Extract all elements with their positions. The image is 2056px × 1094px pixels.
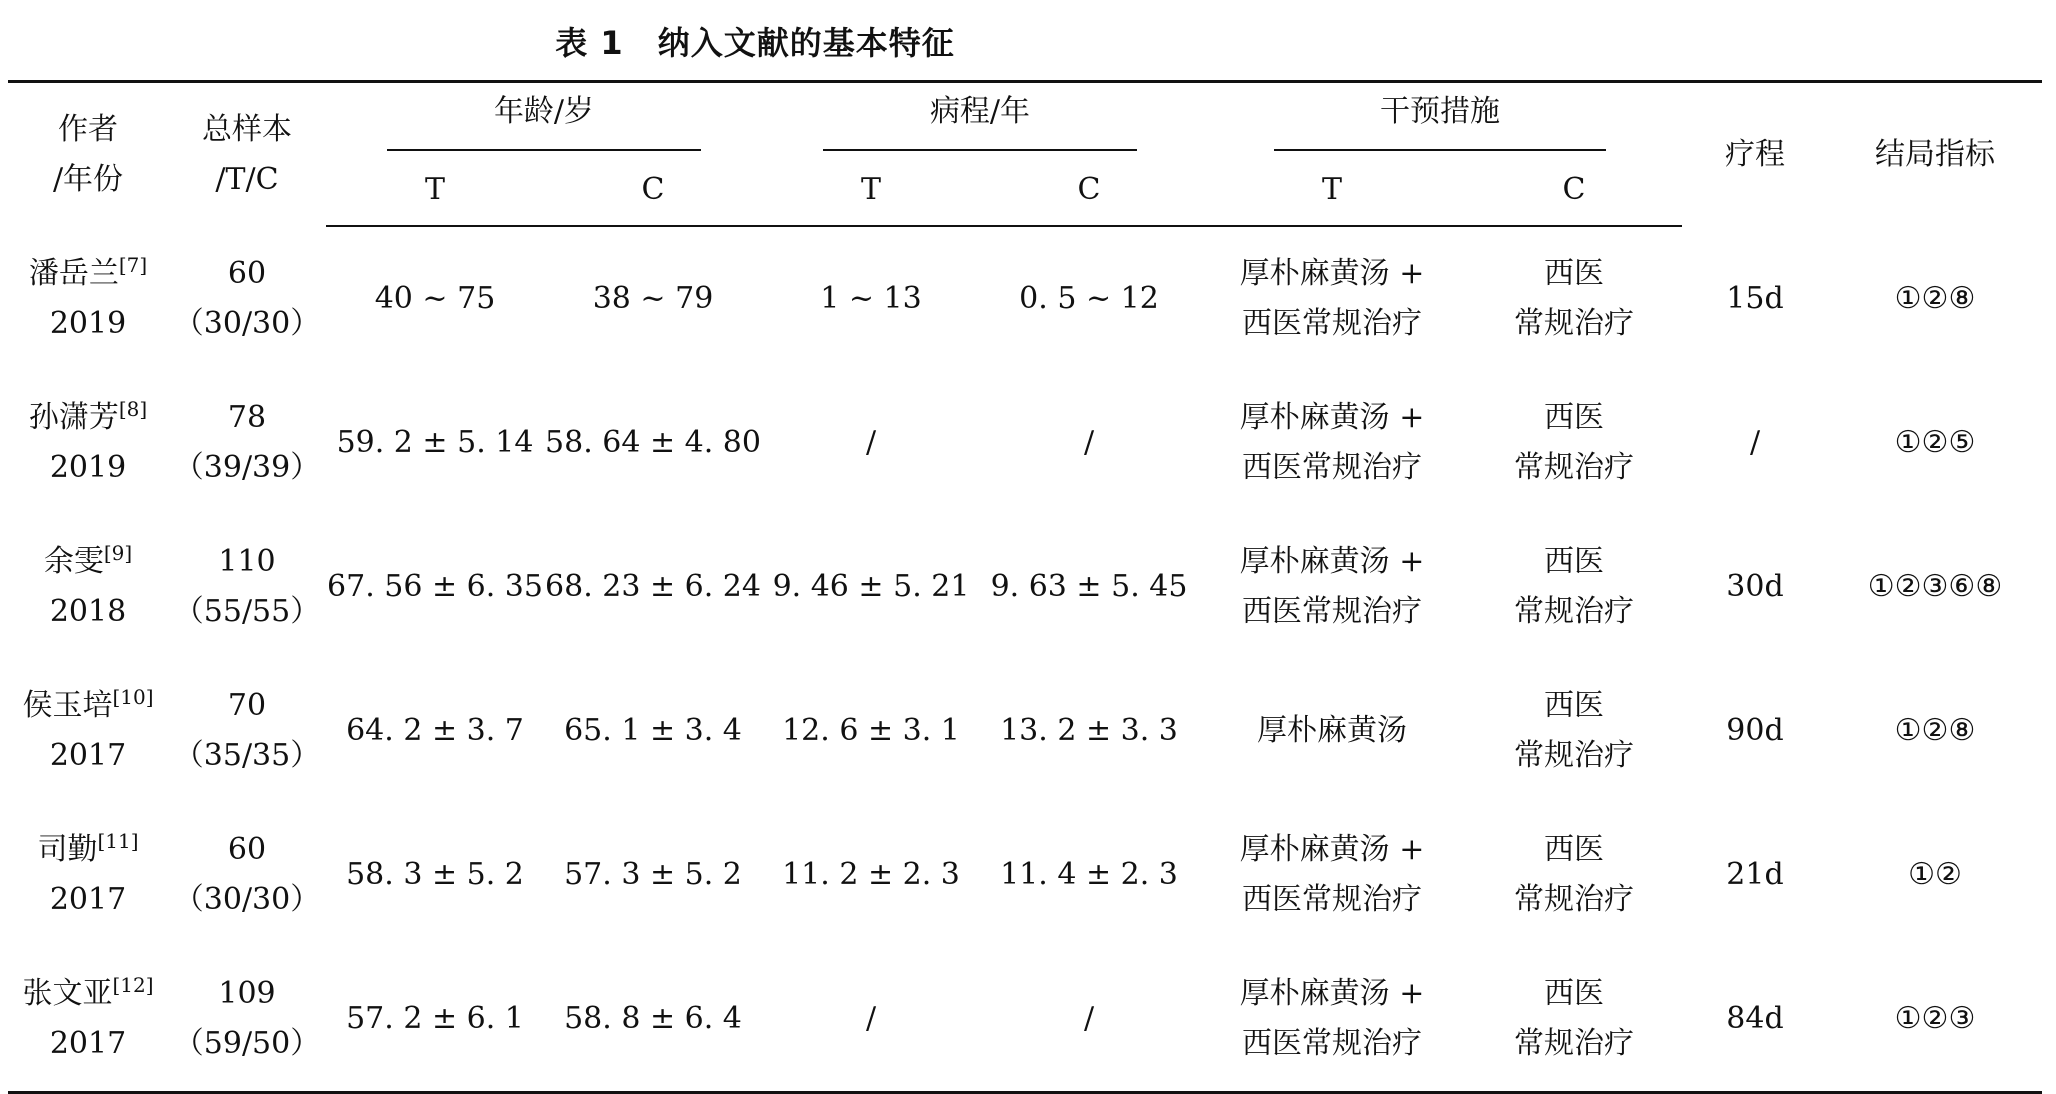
cell-course-t: 12. 6 ± 3. 1 [782,713,960,748]
cell-intervention-c: 西医 常规治疗 [1514,544,1634,629]
cell-outcome: ①② [1908,857,1962,892]
header-outcome: 结局指标 [1828,82,2042,227]
header-author: 作者 /年份 [8,82,168,227]
cell-author: 潘岳兰[7] 2019 [28,252,148,341]
table-row [8,371,2042,515]
table-row [8,226,2042,371]
cell-course-t: / [865,425,877,460]
cell-course-t: / [762,947,980,1093]
cell-age-c: 38 ~ 79 [592,281,714,316]
cell-sample: 60 （30/30） [173,255,321,341]
cell-author: 余雯[9] 2018 [43,541,133,629]
cell-duration: 84d [1682,947,1828,1093]
cell-intervention-c: 西医 常规治疗 [1514,688,1634,773]
cell-age-c: 57. 3 ± 5. 2 [564,857,742,892]
table-title: 纳入文献的基本特征 [657,24,955,62]
cell-age-t: 64. 2 ± 3. 7 [346,713,524,748]
cell-duration: 15d [1726,280,1784,316]
cell-intervention-c: 西医 常规治疗 [1514,256,1634,341]
cell-course-c: 11. 4 ± 2. 3 [1000,857,1178,892]
header-age-c: C [544,155,762,226]
cell-intervention-c: 西医 常规治疗 [1514,832,1634,917]
header-duration: 疗程 [1682,82,1828,227]
cell-author: 孙潇芳[8] 2019 [28,397,148,485]
cell-sample: 110 （55/55） [173,544,321,629]
cell-author: 侯玉培[10] 2017 [22,685,154,773]
cell-course-c: / [1083,425,1095,460]
cell-duration: 90d [1726,713,1784,748]
table-row [8,659,2042,803]
cell-age-t: 40 ~ 75 [374,281,496,316]
cell-age-t: 57. 2 ± 6. 1 [326,947,544,1093]
cell-sample: 70 （35/35） [173,688,321,773]
cell-age-c: 58. 64 ± 4. 80 [545,425,761,460]
table-row [8,515,2042,659]
cell-outcome: ①②⑧ [1894,280,1976,316]
cell-sample: 109 （59/50） [168,947,326,1093]
cell-course-t: 11. 2 ± 2. 3 [782,857,960,892]
cell-age-c: 58. 8 ± 6. 4 [544,947,762,1093]
cell-intervention-c: 西医 常规治疗 [1514,400,1634,485]
cell-duration: 30d [1726,569,1784,604]
cell-intervention-t: 厚朴麻黄汤 + 西医常规治疗 [1239,832,1425,917]
table-label: 表 1 [555,24,624,62]
characteristics-table [8,80,2042,1094]
cell-course-t: 1 ~ 13 [820,281,922,316]
cell-age-c: 68. 23 ± 6. 24 [545,569,761,604]
header-course: 病程/年 [762,82,1198,156]
table-row [8,947,2042,1093]
cell-sample: 78 （39/39） [173,400,321,485]
header-intervention-t: T [1198,155,1466,226]
table-caption [0,18,1510,64]
cell-intervention-t: 厚朴麻黄汤 [1257,713,1407,748]
cell-outcome: ①②⑤ [1894,425,1976,460]
cell-age-t: 58. 3 ± 5. 2 [346,857,524,892]
cell-age-t: 59. 2 ± 5. 14 [336,425,534,460]
cell-outcome: ①②⑧ [1894,713,1976,748]
cell-intervention-t: 厚朴麻黄汤 + 西医常规治疗 [1239,400,1425,485]
cell-intervention-t: 厚朴麻黄汤 + 西医常规治疗 [1198,947,1466,1093]
cell-author: 张文亚[12] 2017 [8,947,168,1093]
cell-author: 司勤[11] 2017 [37,829,139,917]
cell-course-c: 13. 2 ± 3. 3 [1000,713,1178,748]
cell-duration: / [1749,425,1761,460]
header-sample: 总样本 /T/C [168,82,326,227]
cell-intervention-c: 西医 常规治疗 [1466,947,1682,1093]
header-intervention: 干预措施 [1198,82,1682,156]
cell-age-t: 67. 56 ± 6. 35 [327,569,543,604]
header-age-t: T [326,155,544,226]
cell-intervention-t: 厚朴麻黄汤 + 西医常规治疗 [1239,544,1425,629]
header-course-t: T [762,155,980,226]
header-course-c: C [980,155,1198,226]
cell-outcome: ①②③⑥⑧ [1867,569,2003,604]
cell-course-c: 0. 5 ~ 12 [1019,281,1159,316]
table-row [8,803,2042,947]
header-intervention-c: C [1466,155,1682,226]
cell-sample: 60 （30/30） [173,832,321,917]
cell-course-c: 9. 63 ± 5. 45 [990,569,1188,604]
cell-duration: 21d [1726,857,1784,892]
cell-course-t: 9. 46 ± 5. 21 [772,569,970,604]
header-age: 年龄/岁 [326,82,762,156]
cell-age-c: 65. 1 ± 3. 4 [564,713,742,748]
cell-course-c: / [980,947,1198,1093]
cell-intervention-t: 厚朴麻黄汤 + 西医常规治疗 [1239,256,1425,341]
cell-outcome: ①②③ [1828,947,2042,1093]
